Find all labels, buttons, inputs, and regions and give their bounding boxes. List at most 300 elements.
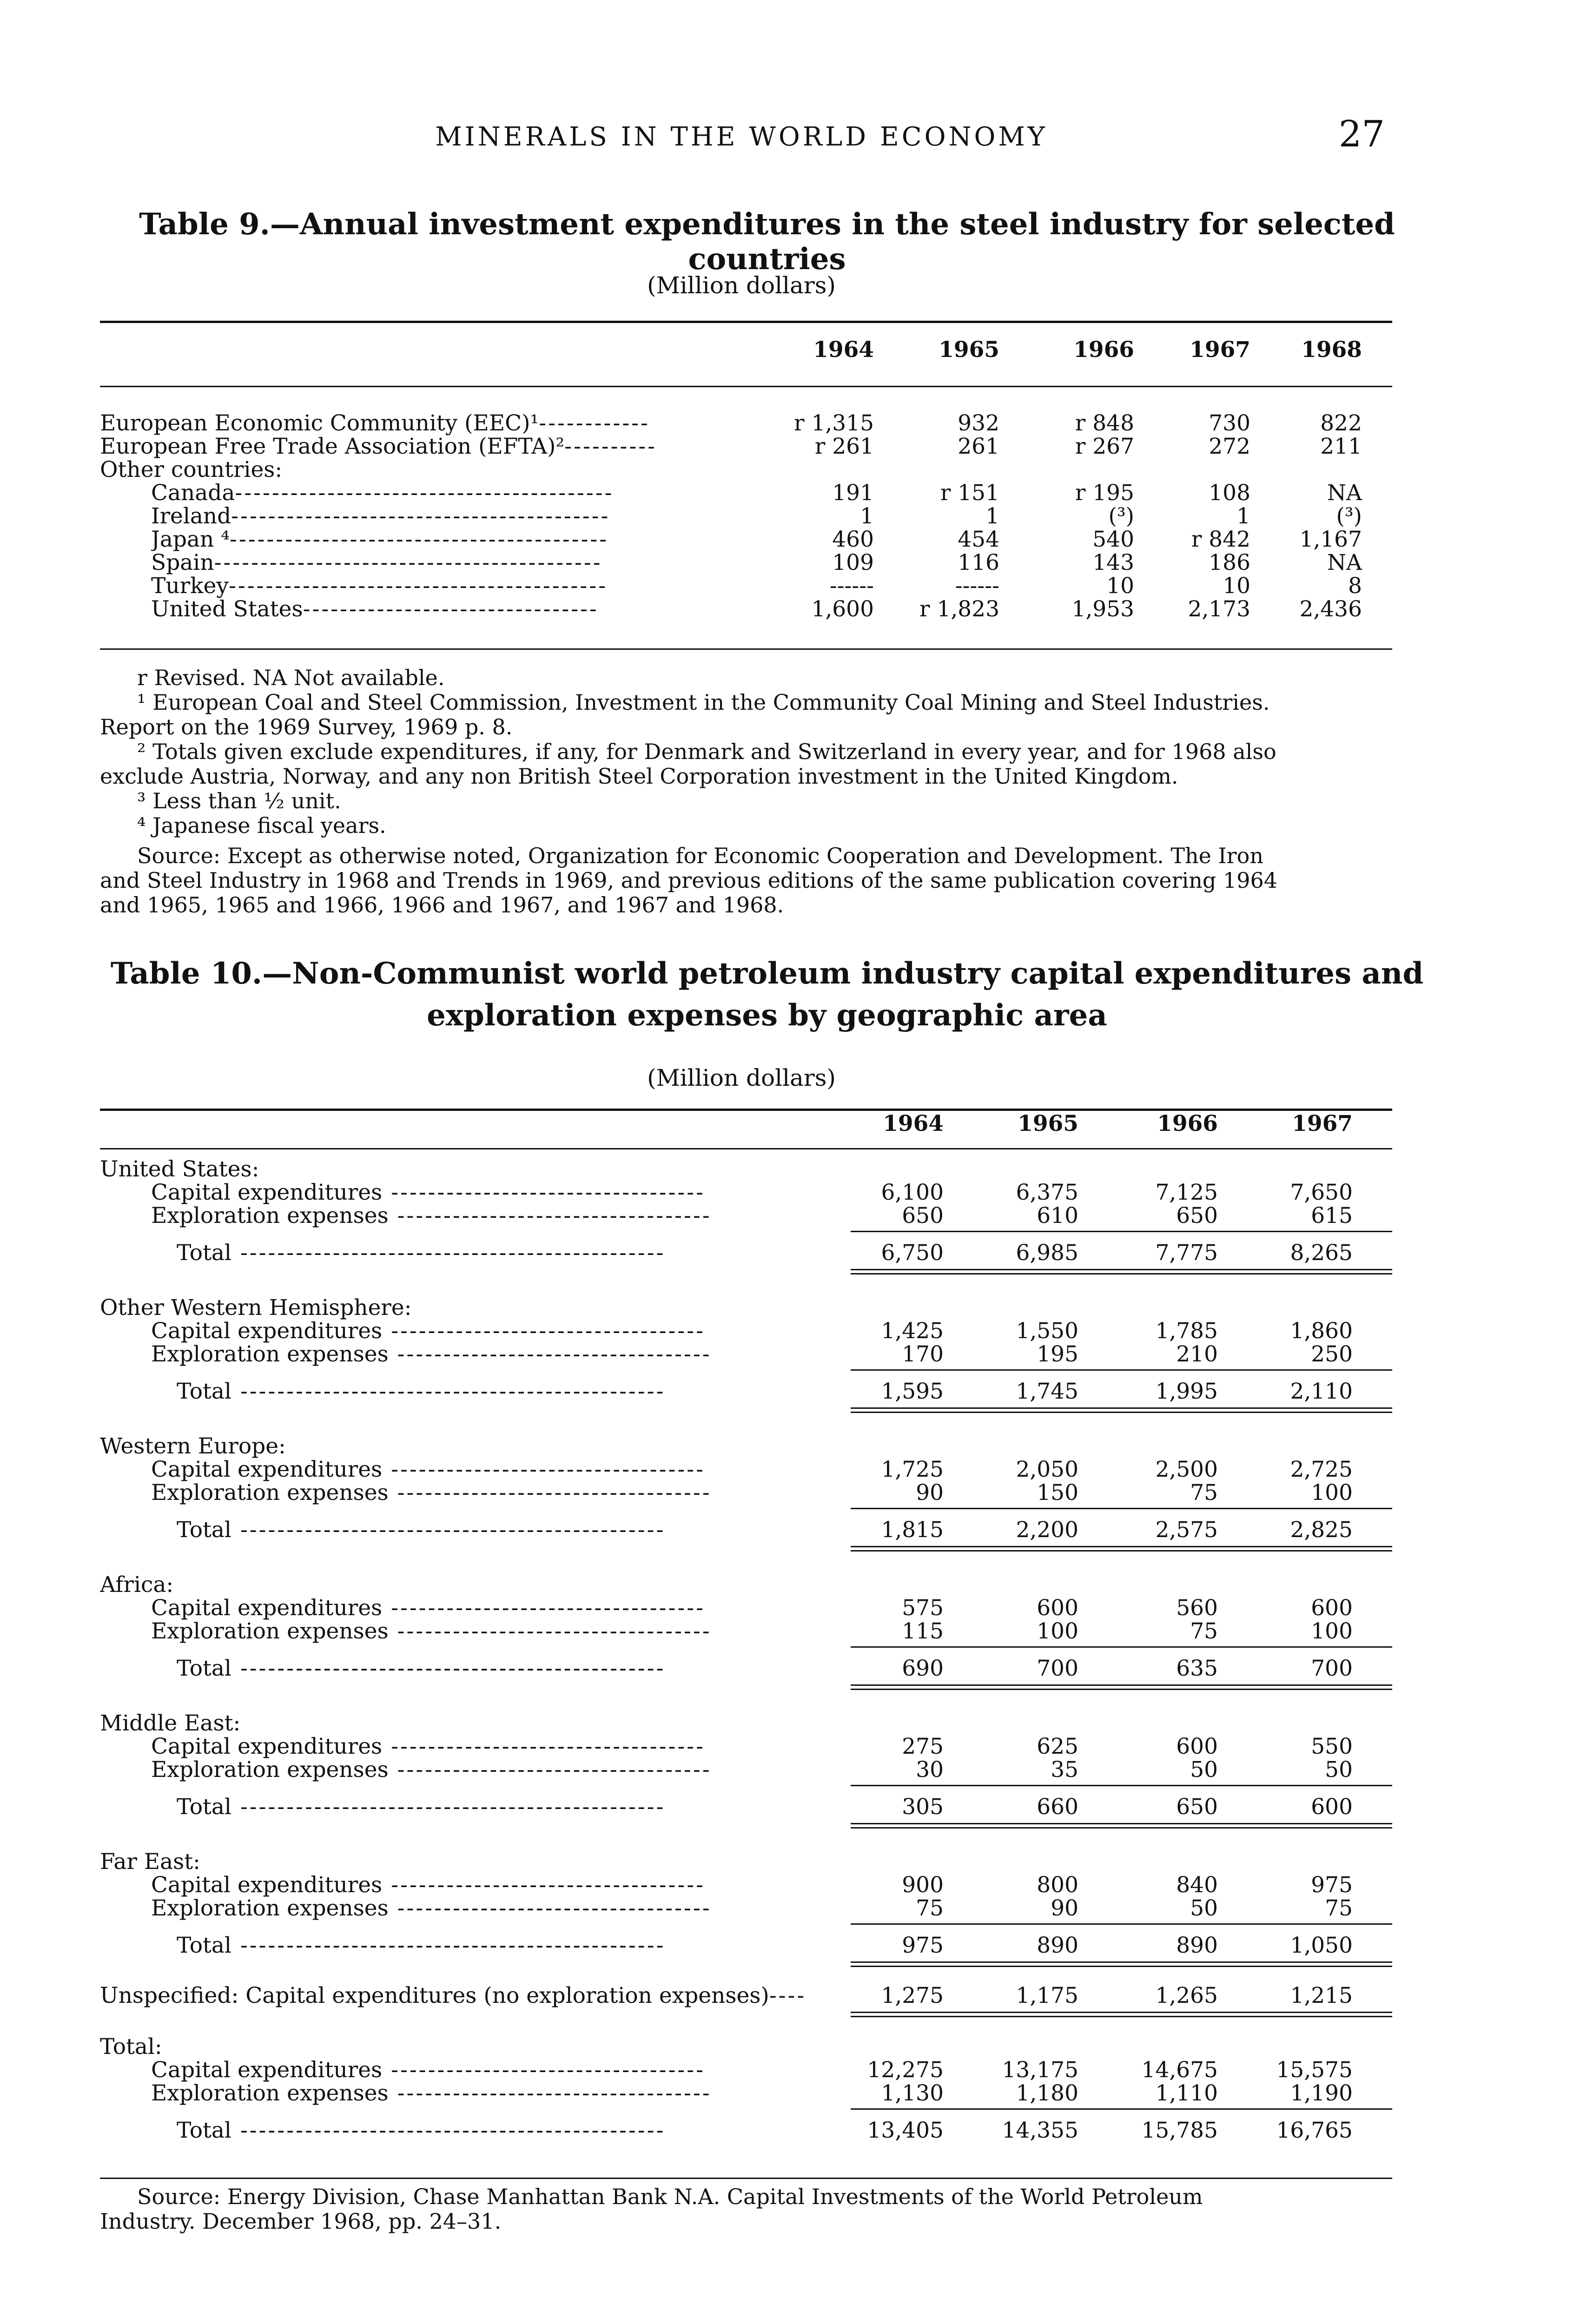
table-cell: 75 bbox=[1190, 1618, 1218, 1644]
table-cell: r 261 bbox=[814, 434, 874, 459]
row-label bbox=[100, 1157, 259, 1182]
table-cell: 454 bbox=[958, 527, 999, 552]
table10-capital-row bbox=[0, 1458, 1580, 1482]
row-label-text: Capital expenditures bbox=[151, 1181, 383, 1205]
table-cell: r 1,315 bbox=[794, 410, 874, 436]
table-cell: 600 bbox=[1037, 1595, 1078, 1621]
table-cell: 115 bbox=[902, 1618, 944, 1644]
row-label-text: Africa: bbox=[100, 1573, 174, 1597]
leader-dots: ---------------------------------- bbox=[382, 1319, 706, 1343]
leader-dots: ---------------------------------- bbox=[382, 1596, 706, 1620]
table-cell: 109 bbox=[832, 550, 874, 575]
table-cell: 550 bbox=[1311, 1734, 1353, 1759]
leader-dots: ---------------------------------- bbox=[382, 1458, 706, 1482]
row-label bbox=[151, 1319, 705, 1343]
subtotal-rule bbox=[851, 1231, 1392, 1232]
row-label bbox=[177, 1657, 665, 1681]
table-cell: 1 bbox=[860, 503, 874, 529]
leader-dots: ---------------------------------- bbox=[382, 1873, 706, 1897]
table-cell: 1,953 bbox=[1071, 596, 1134, 622]
leader-dots: ---------------------------------- bbox=[388, 1342, 712, 1367]
table10-capital-row bbox=[0, 1596, 1580, 1620]
table-cell: 6,375 bbox=[1016, 1180, 1078, 1205]
table-cell: r 195 bbox=[1075, 480, 1134, 506]
table-cell: 186 bbox=[1209, 550, 1250, 575]
row-label bbox=[151, 1896, 712, 1921]
table9-unit: (Million dollars) bbox=[647, 272, 836, 299]
row-label-text: Total: bbox=[100, 2035, 162, 2059]
row-label-text: Exploration expenses bbox=[151, 1204, 389, 1228]
table-cell: 625 bbox=[1037, 1734, 1078, 1759]
table-cell: 1,130 bbox=[881, 2080, 944, 2106]
total-double-rule bbox=[851, 1823, 1392, 1829]
row-label bbox=[100, 1434, 286, 1459]
row-label-text: United States: bbox=[100, 1157, 259, 1182]
table-cell: 650 bbox=[1176, 1203, 1218, 1228]
row-label-text: Exploration expenses bbox=[151, 1342, 389, 1367]
table10-col-1965: 1965 bbox=[1018, 1111, 1078, 1136]
row-label bbox=[151, 504, 610, 528]
row-label-text: Exploration expenses bbox=[151, 2081, 389, 2106]
table10-exploration-row bbox=[0, 1619, 1580, 1644]
table10-total-row bbox=[0, 1795, 1580, 1819]
row-label bbox=[151, 2081, 712, 2106]
table10-header-rule bbox=[100, 1148, 1392, 1149]
subtotal-rule bbox=[851, 1923, 1392, 1925]
row-label-text: Unspecified: Capital expenditures (no exploration expenses) bbox=[100, 1984, 769, 2008]
leader-dots: ---------------------------------------------- bbox=[231, 1241, 666, 1265]
table-cell: 1,995 bbox=[1155, 1379, 1218, 1404]
table10-title-line-2: exploration expenses by geographic area bbox=[427, 998, 1107, 1033]
table9-source-line-1: Source: Except as otherwise noted, Organization for Economic Cooperation and Development. The Iron bbox=[137, 843, 1263, 868]
table-cell: 600 bbox=[1176, 1734, 1218, 1759]
table-cell: 2,050 bbox=[1016, 1457, 1078, 1482]
table-cell: 2,500 bbox=[1155, 1457, 1218, 1482]
table-cell: 822 bbox=[1320, 410, 1362, 436]
row-label bbox=[177, 1380, 665, 1404]
subtotal-rule bbox=[851, 1646, 1392, 1648]
table-cell: 1 bbox=[1236, 503, 1250, 529]
table-cell: 7,650 bbox=[1290, 1180, 1353, 1205]
table-cell: 460 bbox=[832, 527, 874, 552]
row-label-text: Total bbox=[177, 1241, 231, 1265]
table9-row bbox=[0, 411, 1580, 436]
table9-source bbox=[100, 844, 1392, 918]
row-label-text: Other countries: bbox=[100, 458, 283, 482]
table-cell: 1,110 bbox=[1155, 2080, 1218, 2106]
running-head: MINERALS IN THE WORLD ECONOMY bbox=[435, 122, 1048, 152]
table-cell: 560 bbox=[1176, 1595, 1218, 1621]
table9-row bbox=[0, 574, 1580, 598]
row-label bbox=[100, 458, 282, 482]
table9-row bbox=[0, 551, 1580, 575]
row-label-text: European Economic Community (EEC)¹ bbox=[100, 411, 539, 436]
table-cell: 1,745 bbox=[1016, 1379, 1078, 1404]
row-label bbox=[151, 481, 614, 505]
table10-capital-row bbox=[0, 1319, 1580, 1343]
row-label-text: Total bbox=[177, 1657, 231, 1681]
row-label-text: Exploration expenses bbox=[151, 1896, 389, 1921]
table-cell: 13,405 bbox=[867, 2118, 944, 2143]
table-cell: 75 bbox=[1190, 1480, 1218, 1505]
table10-exploration-row bbox=[0, 1204, 1580, 1228]
table10-unit: (Million dollars) bbox=[647, 1064, 836, 1091]
footnote-1-cont: Report on the 1969 Survey, 1969 p. 8. bbox=[100, 714, 513, 739]
row-label-text: Exploration expenses bbox=[151, 1619, 389, 1644]
table-cell: r 267 bbox=[1075, 434, 1134, 459]
table-cell: 1,860 bbox=[1290, 1318, 1353, 1344]
table-cell: 2,110 bbox=[1290, 1379, 1353, 1404]
leader-dots: ---------- bbox=[564, 435, 657, 459]
table-cell: 272 bbox=[1209, 434, 1250, 459]
table9-footnotes bbox=[100, 666, 1392, 838]
row-label bbox=[151, 574, 608, 598]
table-cell: 615 bbox=[1311, 1203, 1353, 1228]
table-cell: 1 bbox=[985, 503, 999, 529]
table9-col-1965: 1965 bbox=[939, 337, 999, 363]
table9-title: Table 9.—Annual investment expenditures in the steel industry for selected countries bbox=[139, 207, 1395, 277]
table-cell: 1,180 bbox=[1016, 2080, 1078, 2106]
subtotal-rule bbox=[851, 1785, 1392, 1786]
table10-col-1967: 1967 bbox=[1292, 1111, 1353, 1136]
table-cell: 108 bbox=[1209, 480, 1250, 506]
table-cell: 50 bbox=[1325, 1757, 1353, 1783]
table-cell: 143 bbox=[1092, 550, 1134, 575]
table10-grand-capital-row bbox=[0, 2058, 1580, 2082]
leader-dots: ----------------------------------------- bbox=[235, 481, 614, 505]
leader-dots: ---------------------------------- bbox=[388, 1896, 712, 1921]
row-label bbox=[151, 1481, 712, 1505]
table10-source-line-1: Source: Energy Division, Chase Manhattan Bank N.A. Capital Investments of the World Petroleum bbox=[137, 2184, 1203, 2209]
leader-dots: ---------------------------------- bbox=[382, 1181, 706, 1205]
table-cell: 191 bbox=[832, 480, 874, 506]
table-cell: 2,825 bbox=[1290, 1517, 1353, 1543]
row-label-text: Ireland bbox=[151, 504, 231, 528]
row-label-text: Exploration expenses bbox=[151, 1758, 389, 1782]
table9-row bbox=[0, 481, 1580, 505]
table-cell: r 151 bbox=[940, 480, 999, 506]
table10-total-row bbox=[0, 1380, 1580, 1404]
row-label-text: Capital expenditures bbox=[151, 1873, 383, 1897]
total-double-rule bbox=[851, 1961, 1392, 1967]
table-cell: (³) bbox=[1336, 503, 1362, 529]
row-label bbox=[151, 1596, 705, 1620]
row-label bbox=[151, 1181, 705, 1205]
row-label-text: Total bbox=[177, 1795, 231, 1819]
table10-section-heading bbox=[0, 1850, 1580, 1874]
table9-row bbox=[0, 504, 1580, 528]
table-cell: 2,575 bbox=[1155, 1517, 1218, 1543]
table-cell: 6,100 bbox=[881, 1180, 944, 1205]
footnote-1: ¹ European Coal and Steel Commission, Investment in the Community Coal Mining and Steel Industries. bbox=[137, 690, 1270, 715]
row-label-text: United States bbox=[151, 597, 303, 621]
leader-dots: ------------------------------------------ bbox=[214, 551, 602, 575]
table10-total-row bbox=[0, 1657, 1580, 1681]
leader-dots: ---------------------------------- bbox=[388, 1758, 712, 1782]
table-cell: 14,675 bbox=[1141, 2057, 1218, 2083]
footnote-revised: r Revised. NA Not available. bbox=[137, 665, 445, 690]
row-label bbox=[100, 1711, 240, 1736]
table9-source-line-3: and 1965, 1965 and 1966, 1966 and 1967, and 1967 and 1968. bbox=[100, 892, 784, 918]
table-cell: 210 bbox=[1176, 1341, 1218, 1367]
table10-capital-row bbox=[0, 1735, 1580, 1759]
row-label bbox=[151, 528, 608, 552]
table10-capital-row bbox=[0, 1181, 1580, 1205]
total-double-rule bbox=[851, 1269, 1392, 1274]
table-cell: 261 bbox=[958, 434, 999, 459]
table-cell: 800 bbox=[1037, 1872, 1078, 1898]
table-cell: 305 bbox=[902, 1794, 944, 1820]
table-cell: 1,425 bbox=[881, 1318, 944, 1344]
table-cell: 8,265 bbox=[1290, 1240, 1353, 1266]
table-cell: r 848 bbox=[1075, 410, 1134, 436]
table-cell: 7,775 bbox=[1155, 1240, 1218, 1266]
table-cell: 10 bbox=[1106, 573, 1134, 599]
leader-dots: ---- bbox=[769, 1984, 807, 2008]
row-label-text: Western Europe: bbox=[100, 1434, 286, 1459]
footnote-2: ² Totals given exclude expenditures, if any, for Denmark and Switzerland in every year, and for 1968 also bbox=[137, 739, 1276, 764]
row-label bbox=[151, 1735, 705, 1759]
row-label-text: Capital expenditures bbox=[151, 1458, 383, 1482]
leader-dots: ---------------------------------- bbox=[388, 1204, 712, 1228]
table-cell: 2,200 bbox=[1016, 1517, 1078, 1543]
row-label bbox=[151, 2058, 705, 2082]
table9-col-1966: 1966 bbox=[1073, 337, 1134, 363]
table-cell: 690 bbox=[902, 1656, 944, 1681]
row-label bbox=[151, 597, 599, 621]
leader-dots: ---------------------------------------------- bbox=[231, 1657, 666, 1681]
row-label bbox=[151, 1204, 712, 1228]
leader-dots: ----------------------------------------- bbox=[231, 504, 610, 528]
page-number: 27 bbox=[1338, 113, 1385, 155]
leader-dots: ---------------------------------------------- bbox=[231, 2119, 666, 2143]
table10-grand-exploration-row bbox=[0, 2081, 1580, 2106]
table10-section-heading bbox=[0, 1573, 1580, 1597]
row-label bbox=[100, 2035, 162, 2059]
table-cell: 1,167 bbox=[1299, 527, 1362, 552]
table10-exploration-row bbox=[0, 1896, 1580, 1921]
table-cell: 14,355 bbox=[1002, 2118, 1078, 2143]
table-cell: 100 bbox=[1037, 1618, 1078, 1644]
table-cell: 2,725 bbox=[1290, 1457, 1353, 1482]
table-cell: 1,595 bbox=[881, 1379, 944, 1404]
row-label-text: European Free Trade Association (EFTA)² bbox=[100, 435, 565, 459]
table-cell: 575 bbox=[902, 1595, 944, 1621]
row-label bbox=[100, 435, 657, 459]
table10-title bbox=[93, 953, 1441, 1037]
table-cell: 90 bbox=[916, 1480, 944, 1505]
row-label bbox=[151, 1458, 705, 1482]
footnote-4: ⁴ Japanese fiscal years. bbox=[137, 813, 386, 838]
table-cell: 6,750 bbox=[881, 1240, 944, 1266]
table10-section-heading bbox=[0, 1296, 1580, 1320]
leader-dots: ---------------------------------- bbox=[388, 2081, 712, 2106]
table9-bottom-rule bbox=[100, 648, 1392, 650]
table-cell: 13,175 bbox=[1002, 2057, 1078, 2083]
row-label-text: Total bbox=[177, 1380, 231, 1404]
table-cell: 35 bbox=[1051, 1757, 1078, 1783]
subtotal-rule bbox=[851, 1508, 1392, 1509]
leader-dots: ------------ bbox=[539, 411, 650, 436]
row-label-text: Exploration expenses bbox=[151, 1481, 389, 1505]
table-cell: 150 bbox=[1037, 1480, 1078, 1505]
table-cell: 100 bbox=[1311, 1480, 1353, 1505]
table-cell: (³) bbox=[1108, 503, 1134, 529]
row-label bbox=[177, 1518, 665, 1542]
table-cell: 50 bbox=[1190, 1757, 1218, 1783]
row-label bbox=[177, 1795, 665, 1819]
table10-section-heading bbox=[0, 1711, 1580, 1736]
row-label-text: Total bbox=[177, 1934, 231, 1958]
table-cell: ------ bbox=[829, 573, 874, 599]
table-cell: 890 bbox=[1176, 1933, 1218, 1958]
footnote-3: ³ Less than ½ unit. bbox=[137, 788, 341, 813]
table10-total-row bbox=[0, 1518, 1580, 1542]
table-cell: 1,190 bbox=[1290, 2080, 1353, 2106]
row-label-text: Other Western Hemisphere: bbox=[100, 1296, 412, 1320]
leader-dots: ---------------------------------- bbox=[382, 2058, 706, 2082]
table-cell: 2,173 bbox=[1188, 596, 1250, 622]
table9-source-line-2: and Steel Industry in 1968 and Trends in 1969, and previous editions of the same publication covering 1964 bbox=[100, 868, 1278, 893]
table-cell: 90 bbox=[1051, 1895, 1078, 1921]
row-label bbox=[100, 1850, 200, 1874]
table-cell: 1,265 bbox=[1155, 1983, 1218, 2008]
table-cell: 170 bbox=[902, 1341, 944, 1367]
row-label bbox=[177, 1934, 665, 1958]
row-label-text: Capital expenditures bbox=[151, 1735, 383, 1759]
table10-source bbox=[100, 2185, 1392, 2234]
row-label-text: Japan ⁴ bbox=[151, 528, 230, 552]
table-cell: r 1,823 bbox=[919, 596, 999, 622]
table-cell: 650 bbox=[1176, 1794, 1218, 1820]
table10-section-heading bbox=[0, 1157, 1580, 1182]
table10-total-row bbox=[0, 1934, 1580, 1958]
row-label-text: Spain bbox=[151, 551, 214, 575]
table-cell: 600 bbox=[1311, 1794, 1353, 1820]
row-label bbox=[151, 551, 602, 575]
table-cell: 635 bbox=[1176, 1656, 1218, 1681]
table-cell: 1,175 bbox=[1016, 1983, 1078, 2008]
page-header bbox=[0, 113, 1580, 164]
total-double-rule bbox=[851, 1684, 1392, 1690]
table-cell: 2,436 bbox=[1299, 596, 1362, 622]
table-cell: 116 bbox=[958, 550, 999, 575]
table10-col-1966: 1966 bbox=[1157, 1111, 1218, 1136]
leader-dots: ----------------------------------------- bbox=[230, 528, 609, 552]
table-cell: 75 bbox=[916, 1895, 944, 1921]
table-cell: 100 bbox=[1311, 1618, 1353, 1644]
table-cell: 660 bbox=[1037, 1794, 1078, 1820]
leader-dots: ---------------------------------- bbox=[382, 1735, 706, 1759]
table-cell: 1,050 bbox=[1290, 1933, 1353, 1958]
total-double-rule bbox=[851, 1546, 1392, 1552]
table-cell: NA bbox=[1327, 480, 1362, 506]
row-label bbox=[177, 1241, 665, 1265]
table-cell: 700 bbox=[1311, 1656, 1353, 1681]
table10-grand-total-row bbox=[0, 2119, 1580, 2143]
leader-dots: ----------------------------------------- bbox=[228, 574, 608, 598]
table9-header-rule bbox=[100, 386, 1392, 387]
table-cell: 900 bbox=[902, 1872, 944, 1898]
table-cell: 16,765 bbox=[1276, 2118, 1353, 2143]
table-cell: 932 bbox=[958, 410, 999, 436]
row-label bbox=[100, 1573, 173, 1597]
table10-unspecified-row bbox=[0, 1984, 1580, 2008]
table-cell: 600 bbox=[1311, 1595, 1353, 1621]
row-label bbox=[151, 1619, 712, 1644]
table10-grand-heading bbox=[0, 2035, 1580, 2059]
table-cell: 1,815 bbox=[881, 1517, 944, 1543]
row-label-text: Total bbox=[177, 1518, 231, 1542]
row-label bbox=[151, 1342, 712, 1367]
table-cell: 30 bbox=[916, 1757, 944, 1783]
table-cell: 1,550 bbox=[1016, 1318, 1078, 1344]
table-cell: 8 bbox=[1348, 573, 1362, 599]
table9-row bbox=[0, 435, 1580, 459]
table9-row bbox=[0, 458, 1580, 482]
leader-dots: -------------------------------- bbox=[303, 597, 599, 621]
row-label-text: Middle East: bbox=[100, 1711, 241, 1736]
table-cell: 700 bbox=[1037, 1656, 1078, 1681]
row-label-text: Capital expenditures bbox=[151, 2058, 383, 2082]
table-cell: 275 bbox=[902, 1734, 944, 1759]
leader-dots: ---------------------------------------------- bbox=[231, 1795, 666, 1819]
table10-capital-row bbox=[0, 1873, 1580, 1897]
table9-row bbox=[0, 528, 1580, 552]
table10-total-row bbox=[0, 1241, 1580, 1265]
table-cell: 540 bbox=[1092, 527, 1134, 552]
table-cell: 1,725 bbox=[881, 1457, 944, 1482]
row-label-text: Capital expenditures bbox=[151, 1319, 383, 1343]
table10-bottom-rule bbox=[100, 2178, 1392, 2179]
table-cell: 15,785 bbox=[1141, 2118, 1218, 2143]
row-label-text: Capital expenditures bbox=[151, 1596, 383, 1620]
table-cell: 975 bbox=[902, 1933, 944, 1958]
leader-dots: ---------------------------------- bbox=[388, 1481, 712, 1505]
table-cell: ------ bbox=[955, 573, 999, 599]
leader-dots: ---------------------------------------------- bbox=[231, 1934, 666, 1958]
leader-dots: ---------------------------------- bbox=[388, 1619, 712, 1644]
row-label bbox=[151, 1873, 705, 1897]
table-cell: 211 bbox=[1320, 434, 1362, 459]
table-cell: 250 bbox=[1311, 1341, 1353, 1367]
row-label bbox=[177, 2119, 665, 2143]
table-cell: 610 bbox=[1037, 1203, 1078, 1228]
table10-section-heading bbox=[0, 1434, 1580, 1459]
table10-col-1964: 1964 bbox=[883, 1111, 944, 1136]
table-cell: 730 bbox=[1209, 410, 1250, 436]
table9-row bbox=[0, 597, 1580, 621]
total-double-rule bbox=[851, 1407, 1392, 1413]
row-label-text: Turkey bbox=[151, 574, 229, 598]
table10-title-line-1: Table 10.—Non-Communist world petroleum industry capital expenditures and bbox=[110, 956, 1424, 991]
table10-exploration-row bbox=[0, 1342, 1580, 1367]
table-cell: 50 bbox=[1190, 1895, 1218, 1921]
table9-col-1968: 1968 bbox=[1301, 337, 1362, 363]
table9-col-1967: 1967 bbox=[1190, 337, 1250, 363]
table-cell: 6,985 bbox=[1016, 1240, 1078, 1266]
table-cell: 890 bbox=[1037, 1933, 1078, 1958]
table-cell: 1,215 bbox=[1290, 1983, 1353, 2008]
table-cell: 1,600 bbox=[811, 596, 874, 622]
row-label bbox=[100, 1984, 806, 2008]
table-cell: 840 bbox=[1176, 1872, 1218, 1898]
table9-top-rule bbox=[100, 321, 1392, 323]
table-cell: 195 bbox=[1037, 1341, 1078, 1367]
row-label bbox=[100, 411, 650, 436]
footnote-2-cont: exclude Austria, Norway, and any non British Steel Corporation investment in the United Kingdom. bbox=[100, 764, 1178, 789]
table10-source-line-2: Industry. December 1968, pp. 24–31. bbox=[100, 2209, 502, 2234]
